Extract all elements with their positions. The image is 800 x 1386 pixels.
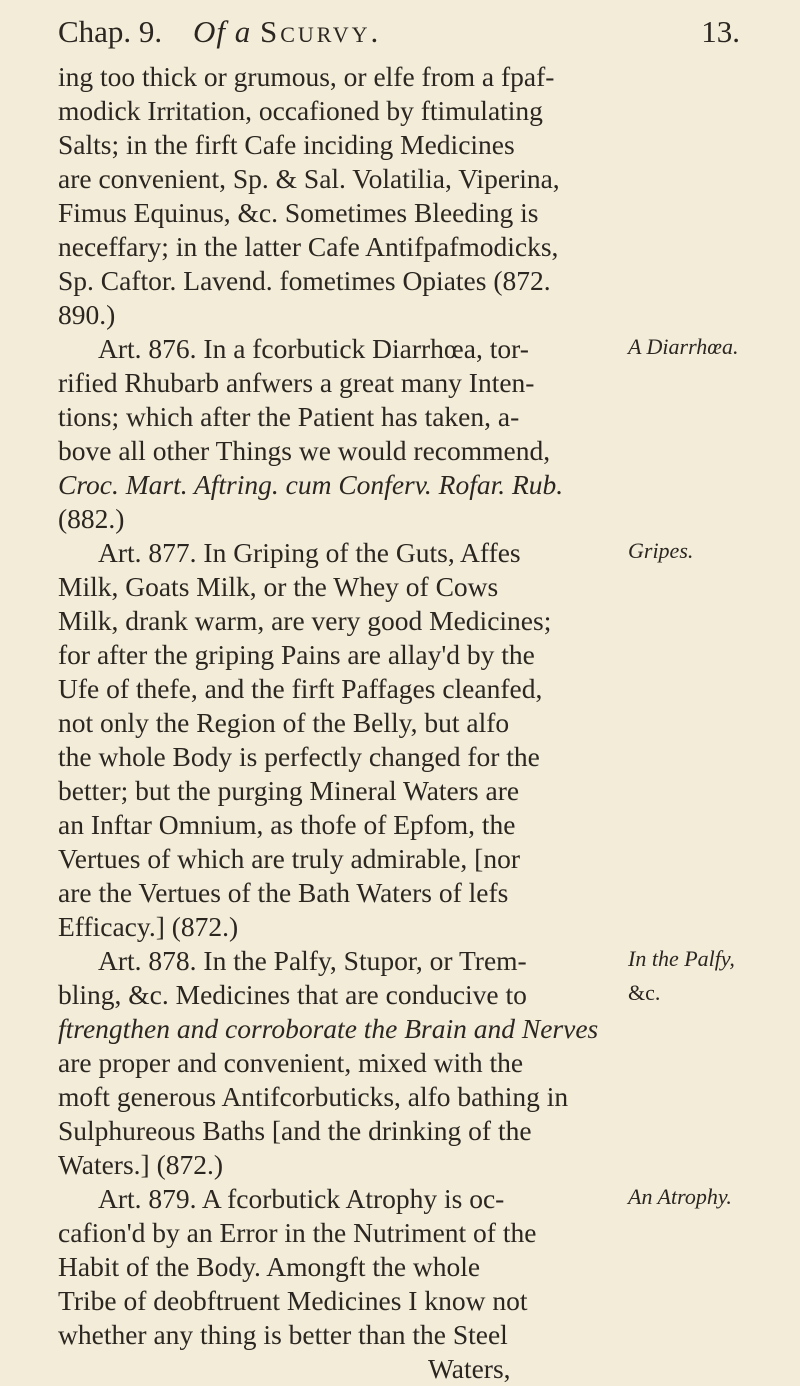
text-line: Tribe of deobftruent Medicines I know not: [58, 1285, 528, 1316]
text-line: are convenient, Sp. & Sal. Volatilia, Viperina,: [58, 163, 560, 194]
article-heading-line: Art. 879. A fcorbutick Atrophy is oc-: [98, 1183, 505, 1214]
text-line: Ufe of thefe, and the firft Paffages cleanfed,: [58, 673, 543, 704]
text-line: Milk, drank warm, are very good Medicines;: [58, 605, 552, 636]
text-line: Vertues of which are truly admirable, [nor: [58, 843, 520, 874]
text-line: bove all other Things we would recommend,: [58, 435, 551, 466]
text-line: Fimus Equinus, &c. Sometimes Bleeding is: [58, 197, 539, 228]
catchword: Waters,: [428, 1353, 511, 1384]
page-number: 13.: [701, 14, 740, 49]
text-line: Milk, Goats Milk, or the Whey of Cows: [58, 571, 499, 602]
text-line: for after the griping Pains are allay'd by the: [58, 639, 535, 670]
margin-note-diarrhoea: A Diarrhœa.: [628, 334, 739, 359]
text-line: rified Rhubarb anfwers a great many Inten-: [58, 367, 535, 398]
text-line: the whole Body is perfectly changed for the: [58, 741, 540, 772]
text-line: cafion'd by an Error in the Nutriment of the: [58, 1217, 537, 1248]
text-line: modick Irritation, occafioned by ftimulating: [58, 95, 543, 126]
text-line: an Inftar Omnium, as thofe of Epfom, the: [58, 809, 516, 840]
running-title: [193, 14, 381, 50]
article-heading-line: Art. 878. In the Palfy, Stupor, or Trem-: [98, 945, 527, 976]
running-header: [58, 14, 740, 54]
title-prefix: Of a: [193, 14, 252, 49]
text-line: Efficacy.] (872.): [58, 911, 239, 942]
margin-note-gripes: Gripes.: [628, 538, 694, 563]
text-line: Sp. Caftor. Lavend. fometimes Opiates (872.: [58, 265, 551, 296]
text-line: better; but the purging Mineral Waters are: [58, 775, 520, 806]
text-line: moft generous Antifcorbuticks, alfo bathing in: [58, 1081, 569, 1112]
title-small-caps: Scurvy.: [260, 14, 382, 49]
body-text: [58, 60, 618, 1386]
text-line: not only the Region of the Belly, but alfo: [58, 707, 510, 738]
text-line: 890.): [58, 299, 116, 330]
text-line: Salts; in the firft Cafe inciding Medicines: [58, 129, 515, 160]
text-line: bling, &c. Medicines that are conducive to: [58, 979, 527, 1010]
chapter-label: Chap. 9.: [58, 14, 163, 49]
margin-note-palsy: In the Palfy,: [628, 946, 735, 971]
article-heading-line: Art. 876. In a fcorbutick Diarrhœa, tor-: [98, 333, 529, 364]
text-line: Habit of the Body. Amongft the whole: [58, 1251, 481, 1282]
text-line: are the Vertues of the Bath Waters of lefs: [58, 877, 509, 908]
text-line: Waters.] (872.): [58, 1149, 224, 1180]
text-line: tions; which after the Patient has taken, a-: [58, 401, 520, 432]
text-line: whether any thing is better than the Steel: [58, 1319, 508, 1350]
text-line: Sulphureous Baths [and the drinking of the: [58, 1115, 532, 1146]
text-line: (882.): [58, 503, 125, 534]
margin-note-etc: &c.: [628, 980, 661, 1005]
text-line: neceffary; in the latter Cafe Antifpafmodicks,: [58, 231, 559, 262]
text-line: ftrengthen and corroborate the Brain and Nerves: [58, 1013, 599, 1044]
text-line: Croc. Mart. Aftring. cum Conferv. Rofar. Rub.: [58, 469, 564, 500]
article-heading-line: Art. 877. In Griping of the Guts, Affes: [98, 537, 521, 568]
text-line: are proper and convenient, mixed with the: [58, 1047, 524, 1078]
text-line: ing too thick or grumous, or elfe from a fpaf-: [58, 61, 555, 92]
margin-note-atrophy: An Atrophy.: [628, 1184, 732, 1209]
